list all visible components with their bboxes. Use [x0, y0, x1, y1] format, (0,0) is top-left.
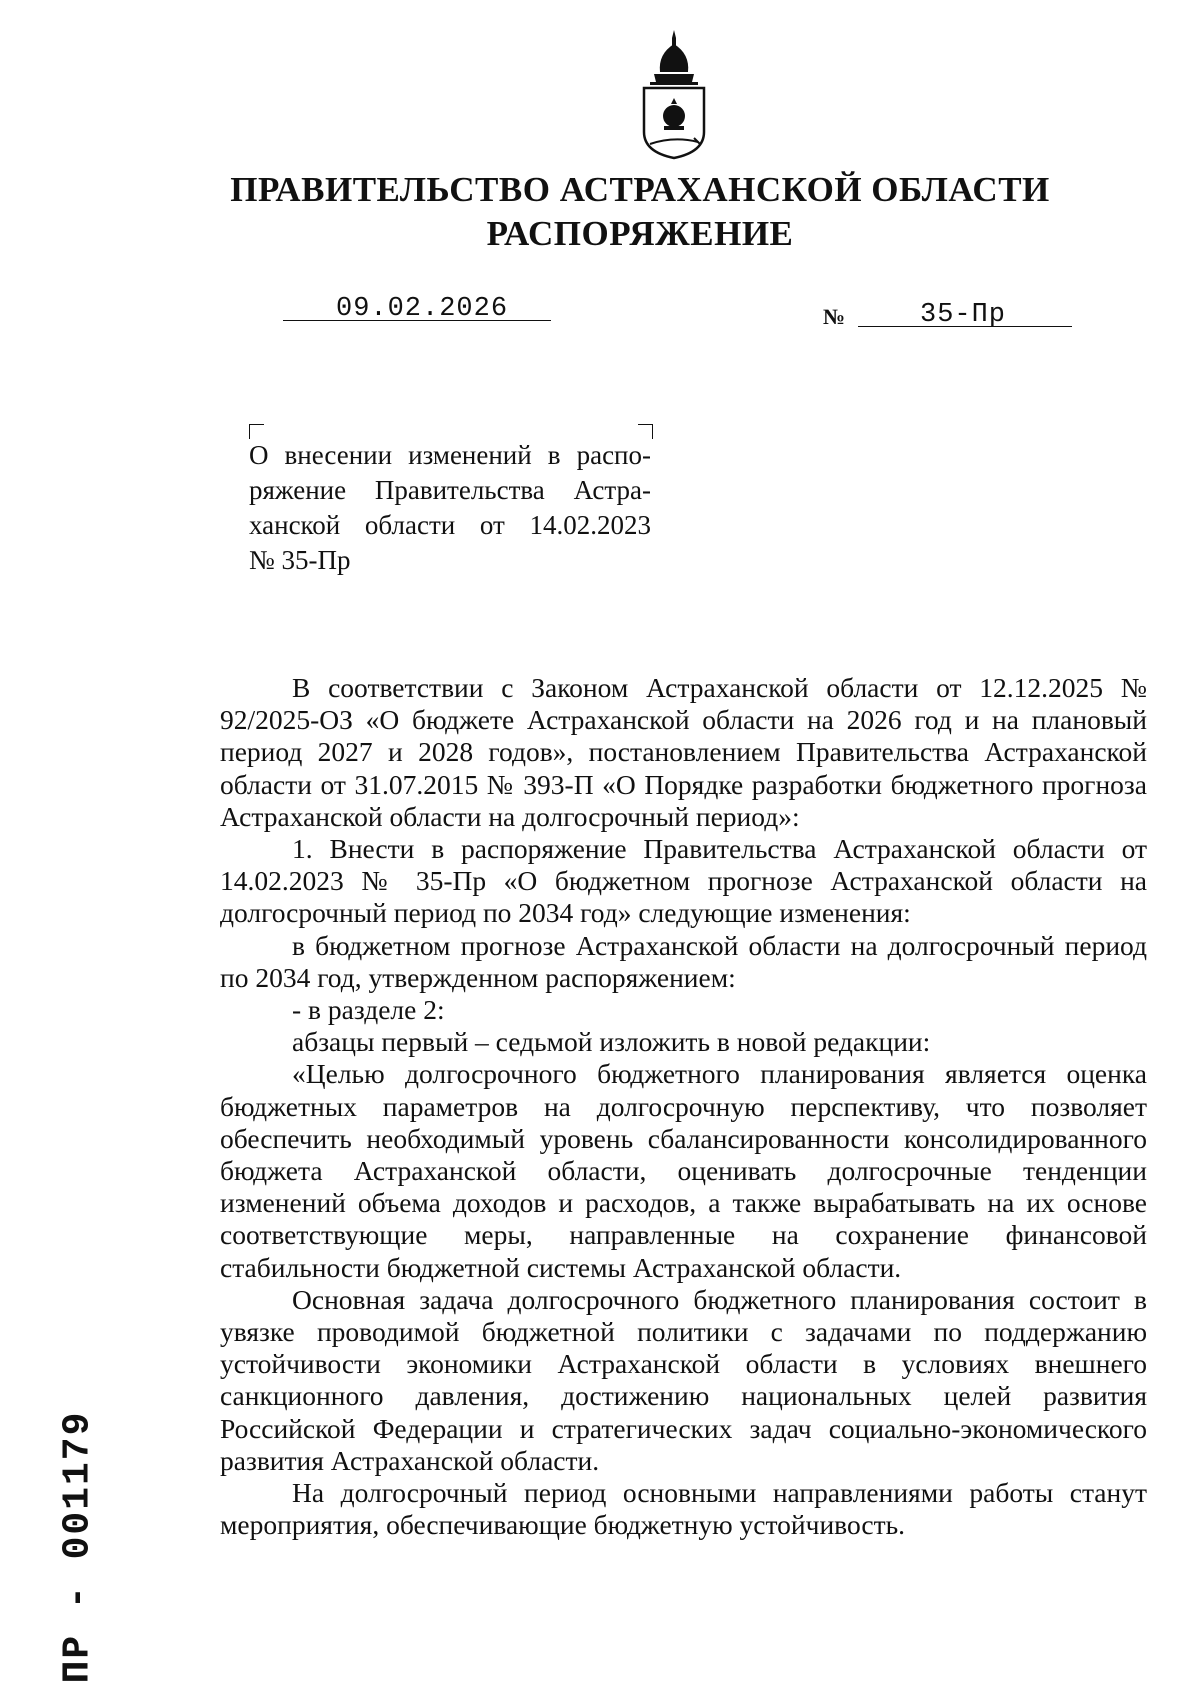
subject-corner-left: [249, 424, 264, 439]
government-title: ПРАВИТЕЛЬСТВО АСТРАХАНСКОЙ ОБЛАСТИ: [230, 170, 1050, 209]
body-paragraph: Основная задача долгосрочного бюджетного планирования состоит в увязке проводимой бюджетной политики с задачами по поддержанию устойчивости экономики Астраханской области в условиях внешнего санкционного давления, достижению национальных целей развития Российской Федерации и стратегических задач социально-экономического развития Астраханской области.: [220, 1283, 1147, 1476]
document-type-title: РАСПОРЯЖЕНИЕ: [486, 214, 794, 253]
body-paragraph: «Целью долгосрочного бюджетного планирования является оценка бюджетных параметров на долгосрочную перспективу, что позволяет обеспечить необходимый уровень сбалансированности консолидированного бюджета Астраханской области, оценивать долгосрочные тенденции изменений объема доходов и расходов, а также вырабатывать на их основе соответствующие меры, направленные на сохранение финансовой стабильности бюджетной системы Астраханской области.: [220, 1058, 1147, 1283]
coat-of-arms-icon: [634, 28, 714, 160]
body-paragraph: - в разделе 2:: [292, 994, 445, 1026]
subject-line: О внесении изменений в распо-: [249, 440, 651, 470]
document-date: 09.02.2026: [336, 294, 509, 324]
body-paragraph: в бюджетном прогнозе Астраханской области на долгосрочный период по 2034 год, утвержденном распоряжением:: [220, 929, 1147, 993]
body-paragraph: абзацы первый – седьмой изложить в новой редакции:: [292, 1026, 931, 1058]
subject-line: № 35-Пр: [249, 545, 351, 575]
document-number: 35-Пр: [920, 300, 1007, 330]
document-subject: [249, 438, 651, 578]
subject-corner-right: [638, 424, 653, 439]
body-paragraph: 1. Внести в распоряжение Правительства Астраханской области от 14.02.2023 № 35-Пр «О бюджетном прогнозе Астраханской области на долгосрочный период по 2034 год» следующие изменения:: [220, 833, 1147, 929]
registration-stamp: [56, 1404, 100, 1690]
document-body: [220, 672, 1147, 1541]
subject-line: ханской области от 14.02.2023: [249, 510, 651, 540]
subject-line: ряжение Правительства Астра-: [249, 475, 651, 505]
registration-stamp-text: ПР - 001179: [56, 1410, 100, 1684]
number-sign: №: [823, 304, 846, 329]
body-paragraph: В соответствии с Законом Астраханской области от 12.12.2025 № 92/2025-ОЗ «О бюджете Астраханской области на 2026 год и на плановый период 2027 и 2028 годов», постановлением Правительства Астраханской области от 31.07.2015 № 393-П «О Порядке разработки бюджетного прогноза Астраханской области на долгосрочный период»:: [220, 672, 1147, 832]
body-paragraph: На долгосрочный период основными направлениями работы станут мероприятия, обеспечивающие бюджетную устойчивость.: [220, 1477, 1147, 1541]
